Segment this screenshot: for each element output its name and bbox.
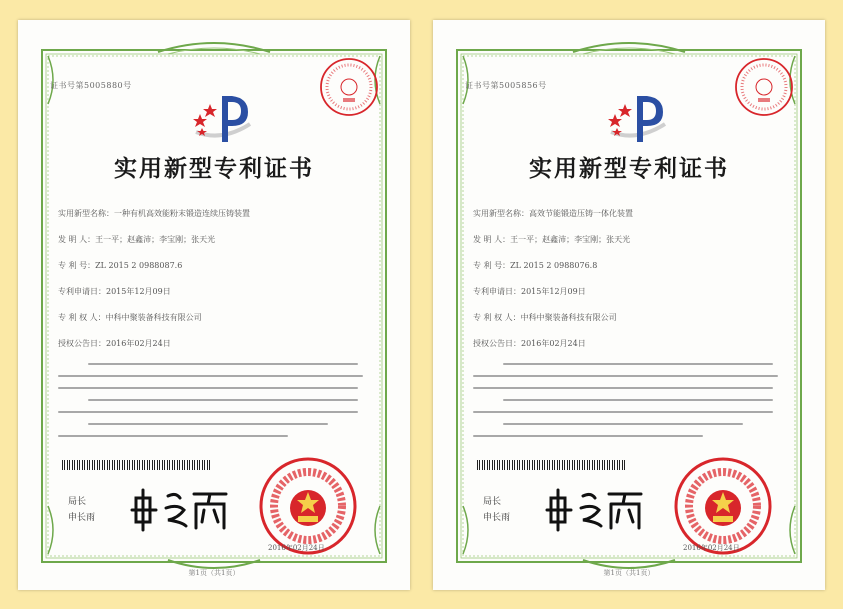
body-text-line — [58, 374, 368, 379]
grant-date: 授权公告日：2016年02月24日 — [473, 339, 586, 348]
grant-date: 授权公告日：2016年02月24日 — [58, 339, 171, 348]
body-text-line — [58, 410, 368, 415]
national-emblem-seal-icon — [673, 456, 773, 556]
certificate-number: 证书号第5005880号 — [50, 81, 132, 90]
patent-number: 专 利 号：ZL 2015 2 0988087.6 — [58, 261, 183, 270]
inventor: 发 明 人：王一平；赵鑫沛；李宝刚；张天光 — [473, 235, 631, 244]
utility-model-name: 实用新型名称：一种有机高效能粉末锻造连续压铸装置 — [58, 209, 250, 218]
certificate-title: 实用新型专利证书 — [529, 155, 729, 182]
certificate-left — [18, 20, 410, 590]
utility-model-name: 实用新型名称：高效节能锻造压铸一体化装置 — [473, 209, 633, 218]
patent-number: 专 利 号：ZL 2015 2 0988076.8 — [473, 261, 598, 270]
body-text-line — [58, 386, 368, 391]
body-text-line — [473, 422, 783, 427]
inventor: 发 明 人：王一平；赵鑫沛；李宝刚；张天光 — [58, 235, 216, 244]
signature-icon — [543, 486, 653, 532]
national-emblem-seal-icon — [258, 456, 358, 556]
certificate-number: 证书号第5005856号 — [465, 81, 547, 90]
patentee: 专 利 权 人：中科中聚装备科技有限公司 — [58, 313, 202, 322]
patentee: 专 利 权 人：中科中聚装备科技有限公司 — [473, 313, 617, 322]
body-text-line — [473, 362, 783, 367]
body-text-line — [473, 398, 783, 403]
body-text-line — [58, 434, 368, 439]
director-name: 申长雨 — [483, 513, 511, 523]
date-stamp: 2016年02月24日 — [683, 544, 740, 552]
body-text-line — [58, 362, 368, 367]
filing-date: 专利申请日：2015年12月09日 — [58, 287, 171, 296]
director-title: 局长 — [483, 497, 502, 507]
barcode — [62, 460, 212, 470]
body-text-line — [473, 434, 783, 439]
body-text-line — [473, 386, 783, 391]
certificate-right — [433, 20, 825, 590]
body-text-line — [473, 374, 783, 379]
page-number: 第1页（共1页） — [188, 569, 240, 577]
patent-office-logo-icon — [603, 84, 673, 154]
filing-date: 专利申请日：2015年12月09日 — [473, 287, 586, 296]
body-text-line — [473, 410, 783, 415]
certificate-title: 实用新型专利证书 — [114, 155, 314, 182]
director-title: 局长 — [68, 497, 87, 507]
red-seal-small-icon — [733, 56, 795, 118]
body-text-line — [58, 398, 368, 403]
patent-office-logo-icon — [188, 84, 258, 154]
page-number: 第1页（共1页） — [603, 569, 655, 577]
signature-icon — [128, 486, 238, 532]
date-stamp: 2016年02月24日 — [268, 544, 325, 552]
director-name: 申长雨 — [68, 513, 96, 523]
body-text-line — [58, 422, 368, 427]
barcode — [477, 460, 627, 470]
red-seal-small-icon — [318, 56, 380, 118]
